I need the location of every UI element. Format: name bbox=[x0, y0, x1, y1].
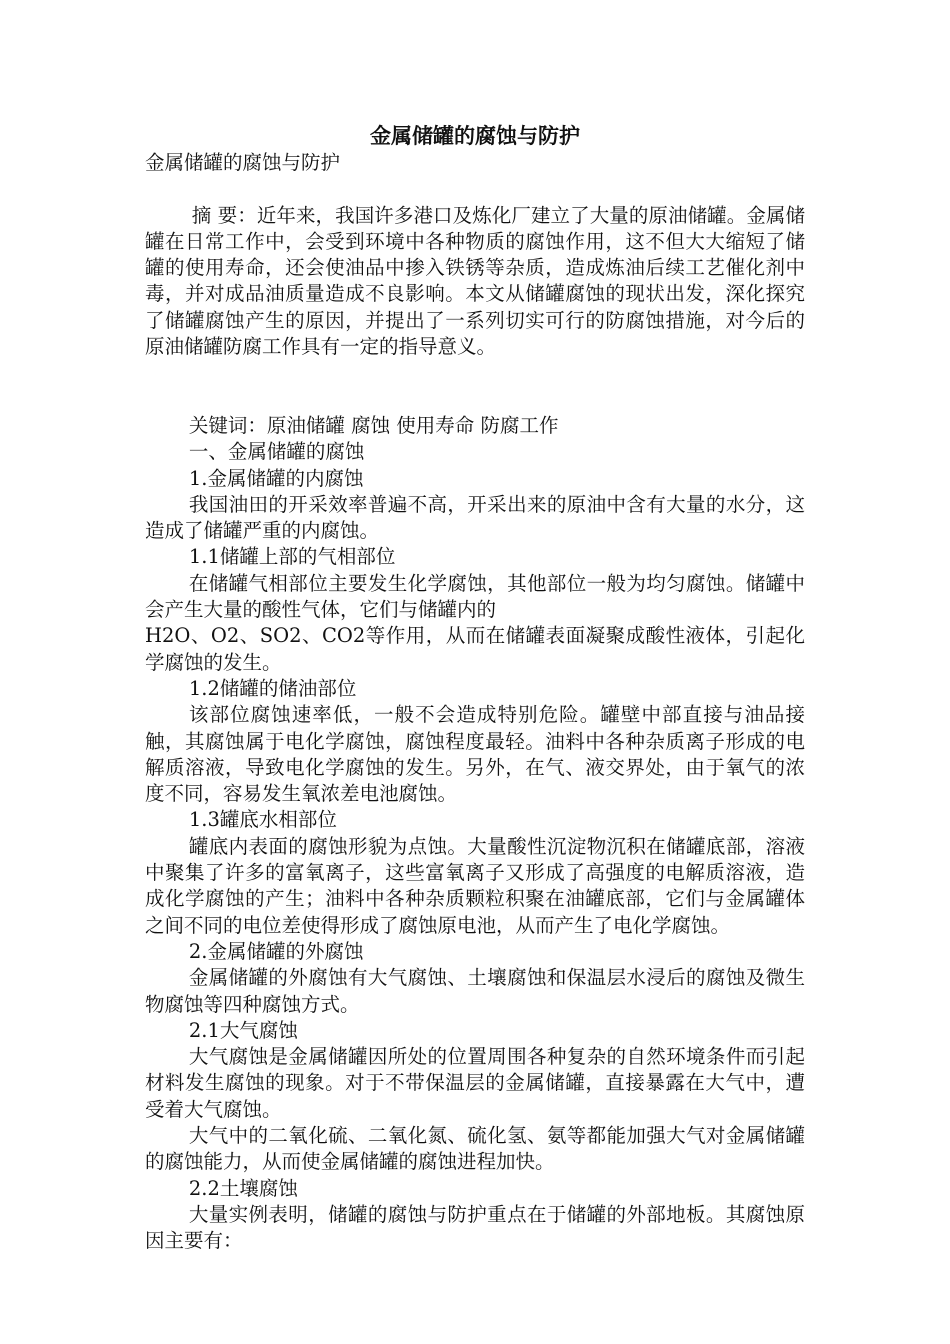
blank-line bbox=[145, 176, 805, 202]
section-heading-corrosion: 一、金属储罐的腐蚀 bbox=[188, 440, 365, 464]
blank-line bbox=[145, 360, 805, 386]
abstract-paragraph: 摘 要：近年来，我国许多港口及炼化厂建立了大量的原油储罐。金属储罐在日常工作中，会受到环境中各种物质的腐蚀作用，这不但大大缩短了储罐的使用寿命，还会使油品中掺入铁锈等杂质，造成炼油后续工艺催化剂中毒，并对成品油质量造成不良影响。本文从储罐腐蚀的现状出发，深化探究了储罐腐蚀产生的原因，并提出了一系列切实可行的防腐蚀措施，对今后的原油储罐防腐工作具有一定的指导意义。 bbox=[145, 203, 805, 359]
heading-gas-phase: 1.1储罐上部的气相部位 bbox=[188, 545, 396, 569]
heading-external-corrosion: 2.金属储罐的外腐蚀 bbox=[188, 939, 364, 963]
blank-line bbox=[145, 387, 805, 413]
paragraph-oil-storage: 该部位腐蚀速率低，一般不会造成特别危险。罐壁中部直接与油品接触，其腐蚀属于电化学腐蚀，腐蚀程度最轻。油料中各种杂质离子形成的电解质溶液，导致电化学腐蚀的发生。另外，在气、液交界处，由于氧气的浓度不同，容易发生氧浓差电池腐蚀。 bbox=[145, 703, 805, 806]
heading-atmospheric: 2.1大气腐蚀 bbox=[188, 1018, 298, 1042]
heading-oil-storage: 1.2储罐的储油部位 bbox=[188, 676, 357, 700]
paragraph-water-phase: 罐底内表面的腐蚀形貌为点蚀。大量酸性沉淀物沉积在储罐底部，溶液中聚集了许多的富氧离子，这些富氧离子又形成了高强度的电解质溶液，造成化学腐蚀的产生；油料中各种杂质颗粒积聚在油罐底部，它们与金属罐体之间不同的电位差使得形成了腐蚀原电池，从而产生了电化学腐蚀。 bbox=[145, 834, 805, 937]
paragraph-gas-phase-b: H2O、O2、SO2、CO2等作用，从而在储罐表面凝聚成酸性液体，引起化学腐蚀的发生。 bbox=[145, 624, 805, 674]
document-body bbox=[145, 150, 805, 1254]
heading-internal-corrosion: 1.金属储罐的内腐蚀 bbox=[188, 466, 364, 490]
document-subtitle: 金属储罐的腐蚀与防护 bbox=[145, 151, 341, 174]
paragraph-soil: 大量实例表明，储罐的腐蚀与防护重点在于储罐的外部地板。其腐蚀原因主要有： bbox=[145, 1202, 805, 1253]
paragraph-atmospheric-a: 大气腐蚀是金属储罐因所处的位置周围各种复杂的自然环境条件而引起材料发生腐蚀的现象。对于不带保温层的金属储罐，直接暴露在大气中，遭受着大气腐蚀。 bbox=[145, 1045, 805, 1121]
paragraph-atmospheric-b: 大气中的二氧化硫、二氧化氮、硫化氢、氨等都能加强大气对金属储罐的腐蚀能力，从而使金属储罐的腐蚀进程加快。 bbox=[145, 1123, 805, 1174]
keywords-line: 关键词：原油储罐 腐蚀 使用寿命 防腐工作 bbox=[188, 413, 559, 437]
paragraph-internal-corrosion: 我国油田的开采效率普遍不高，开采出来的原油中含有大量的水分，这造成了储罐严重的内腐蚀。 bbox=[145, 492, 805, 543]
heading-soil: 2.2土壤腐蚀 bbox=[188, 1176, 298, 1200]
paragraph-external-corrosion: 金属储罐的外腐蚀有大气腐蚀、土壤腐蚀和保温层水浸后的腐蚀及微生物腐蚀等四种腐蚀方式。 bbox=[145, 966, 805, 1016]
paragraph-gas-phase-a: 在储罐气相部位主要发生化学腐蚀，其他部位一般为均匀腐蚀。储罐中会产生大量的酸性气体，它们与储罐内的 bbox=[145, 571, 805, 622]
document-title: 金属储罐的腐蚀与防护 bbox=[370, 123, 580, 148]
heading-water-phase: 1.3罐底水相部位 bbox=[188, 808, 337, 832]
